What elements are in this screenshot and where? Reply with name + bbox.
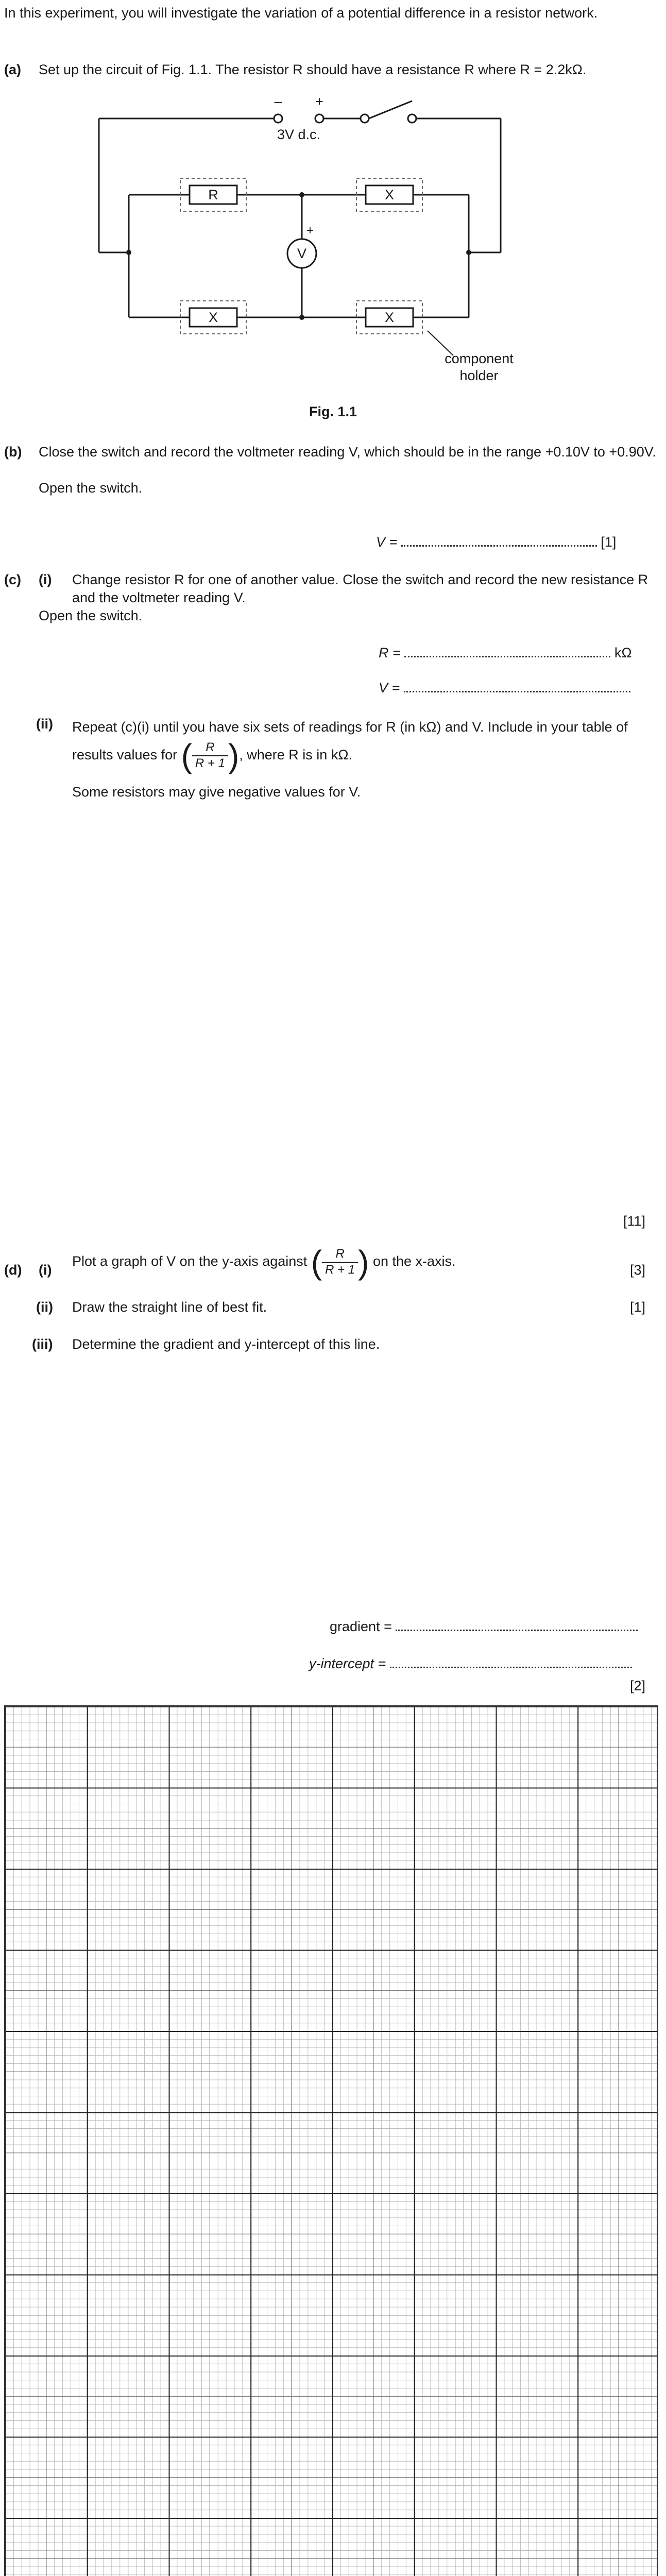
v-reading-answer-line[interactable] bbox=[379, 679, 652, 697]
part-b-mark: [1] bbox=[601, 534, 617, 550]
part-c-i-label: (i) bbox=[39, 572, 52, 587]
part-c-label: (c) bbox=[4, 572, 21, 587]
part-b-text-2: Open the switch. bbox=[39, 480, 143, 496]
part-d-iii-text: Determine the gradient and y-intercept of this line. bbox=[72, 1336, 380, 1352]
resistor-x-top-label: X bbox=[384, 187, 395, 202]
gradient-label: gradient = bbox=[330, 1619, 392, 1634]
part-a-text: Set up the circuit of Fig. 1.1. The resistor R should have a resistance R where R = 2.2kΩ. bbox=[39, 62, 587, 77]
v-answer-label: V = bbox=[376, 534, 398, 550]
part-b-answer-line[interactable] bbox=[376, 533, 649, 551]
part-d-label: (d) bbox=[4, 1262, 22, 1278]
part-d-ii-label: (ii) bbox=[36, 1299, 53, 1315]
gradient-dots[interactable] bbox=[396, 1618, 638, 1631]
part-d-iii-mark: [2] bbox=[629, 1678, 645, 1693]
part-c-ii-text-3: Some resistors may give negative values for V. bbox=[72, 784, 361, 800]
intercept-answer-line[interactable] bbox=[309, 1655, 649, 1673]
figure-caption: Fig. 1.1 bbox=[309, 404, 357, 419]
supply-minus: – bbox=[274, 94, 282, 109]
part-d-i-label: (i) bbox=[39, 1262, 52, 1278]
part-c-i-text-2: Open the switch. bbox=[39, 608, 143, 623]
r-answer-label: R = bbox=[379, 645, 401, 660]
fraction-r-over-r-plus-1: $\frac{R}{R + 1}$ bbox=[192, 740, 228, 771]
part-c-mark: [11] bbox=[623, 1213, 645, 1229]
part-d-i-text: Plot a graph of V on the y-axis against ( $\frac{R}{R + 1}$ ) on the x-axis. bbox=[72, 1244, 456, 1281]
graph-paper[interactable] bbox=[4, 1705, 658, 2576]
supply-plus: + bbox=[315, 94, 323, 109]
part-a-label: (a) bbox=[4, 62, 21, 77]
v-reading-dots[interactable] bbox=[404, 680, 630, 692]
r-answer-unit: kΩ bbox=[614, 645, 632, 660]
component-holder-label-1: component bbox=[445, 351, 514, 366]
circuit-diagram bbox=[0, 88, 666, 417]
r-answer-dots[interactable] bbox=[404, 645, 610, 657]
resistor-x-bottom-left-label: X bbox=[208, 310, 218, 325]
part-c-ii-label: (ii) bbox=[36, 716, 53, 732]
part-d-ii-text: Draw the straight line of best fit. bbox=[72, 1299, 267, 1315]
resistor-r-label: R bbox=[208, 187, 218, 202]
part-c-i-text-1: Change resistor R for one of another value. Close the switch and record the new resistance R and the voltmeter reading V. bbox=[72, 572, 648, 606]
resistor-x-bottom-right-label: X bbox=[384, 310, 395, 325]
voltmeter-plus: + bbox=[306, 224, 314, 238]
part-c-ii-text-1: Repeat (c)(i) until you have six sets of readings for R (in kΩ) and V. Include in your table of results values for ( $\frac{R}{R + 1}$ ), where R is in kΩ. bbox=[72, 719, 628, 775]
component-holder-label-2: holder bbox=[459, 368, 499, 383]
part-d-i-mark: [3] bbox=[629, 1262, 645, 1278]
gradient-answer-line[interactable] bbox=[330, 1618, 649, 1636]
v-reading-label: V = bbox=[379, 680, 400, 696]
v-answer-dots[interactable] bbox=[401, 534, 597, 547]
r-answer-line[interactable] bbox=[379, 644, 652, 662]
part-d-iii-label: (iii) bbox=[32, 1336, 53, 1352]
voltmeter-label: V bbox=[297, 246, 307, 261]
part-d-ii-mark: [1] bbox=[629, 1299, 645, 1315]
supply-label: 3V d.c. bbox=[277, 127, 321, 142]
part-b-text-1: Close the switch and record the voltmeter reading V, which should be in the range +0.10V to +0.90V. bbox=[39, 444, 656, 460]
intro-text: In this experiment, you will investigate the variation of a potential difference in a resistor network. bbox=[4, 5, 598, 21]
intercept-label: y-intercept = bbox=[309, 1656, 386, 1671]
fraction-r-over-r-plus-1-d: $\frac{R}{R + 1}$ bbox=[322, 1247, 358, 1278]
intercept-dots[interactable] bbox=[390, 1655, 632, 1668]
part-b-label: (b) bbox=[4, 444, 22, 460]
